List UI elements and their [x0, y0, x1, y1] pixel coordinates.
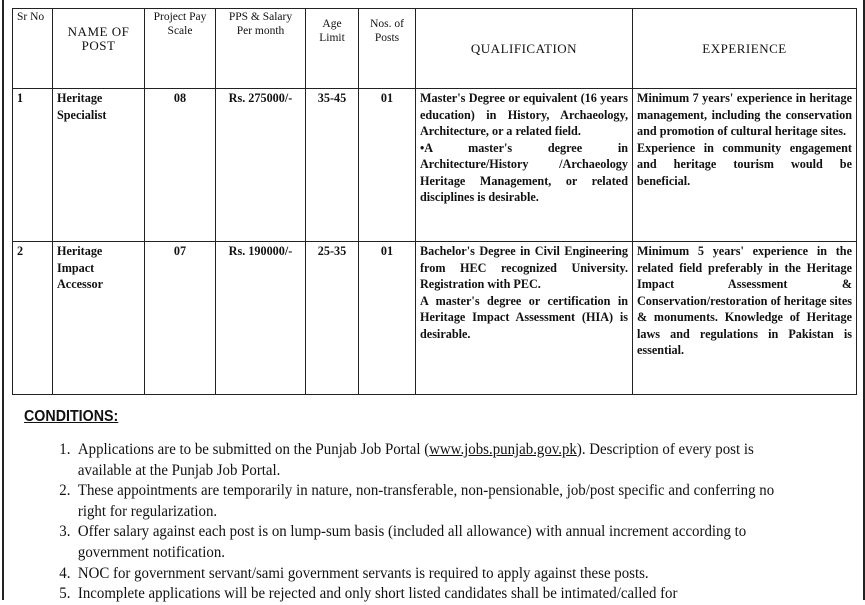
header-age: Age Limit — [306, 9, 359, 89]
conditions-list — [50, 440, 790, 605]
header-pay-scale: Project Pay Scale — [145, 9, 216, 89]
posts-table — [12, 8, 857, 395]
header-experience: EXPERIENCE — [633, 9, 857, 89]
cell-sr: 1 — [13, 89, 53, 242]
cell-post: Heritage Specialist — [53, 89, 145, 242]
cell-posts: 01 — [359, 89, 416, 242]
header-salary: PPS & Salary Per month — [216, 9, 306, 89]
condition-item: 2. These appointments are temporarily in nature, non-transferable, non-pensionable, job/post specific and conferring no right for regularization. — [74, 481, 790, 522]
cell-experience — [633, 242, 857, 395]
condition-item: 4. NOC for government servant/sami government servants is required to apply against these posts. — [74, 564, 790, 585]
cell-posts: 01 — [359, 242, 416, 395]
cell-experience — [633, 89, 857, 242]
header-post: NAME OF POST — [53, 9, 145, 89]
cell-pay-scale: 07 — [145, 242, 216, 395]
cell-sr: 2 — [13, 242, 53, 395]
cell-age: 35-45 — [306, 89, 359, 242]
qualification-text: Bachelor's Degree in Civil Engineering from HEC recognized University. Registration with PEC. — [420, 244, 628, 291]
header-sr: Sr No — [13, 9, 53, 89]
qualification-text: •A master's degree in Architecture/History /Archaeology Heritage Management, or related disciplines is desirable. — [420, 140, 628, 204]
condition-item: 3. Offer salary against each post is on lump-sum basis (included all allowance) with annual increment according to government notification. — [74, 522, 790, 563]
header-qualification: QUALIFICATION — [416, 9, 633, 89]
cell-post: Heritage Impact Accessor — [53, 242, 145, 395]
condition-item — [74, 440, 790, 481]
condition-text: Applications are to be submitted on the Punjab Job Portal ( — [77, 441, 430, 458]
experience-text: Experience in community engagement and heritage tourism would be beneficial. — [637, 140, 852, 188]
cell-age: 25-35 — [306, 242, 359, 395]
condition-item: 5. Incomplete applications will be rejected and only short listed candidates shall be intimated/called for — [74, 584, 790, 605]
cell-pay-scale: 08 — [145, 89, 216, 242]
table-header-row — [13, 9, 857, 89]
cell-qualification — [416, 89, 633, 242]
cell-salary: Rs. 190000/- — [216, 242, 306, 395]
header-posts: Nos. of Posts — [359, 9, 416, 89]
cell-salary: Rs. 275000/- — [216, 89, 306, 242]
job-portal-link[interactable]: www.jobs.punjab.gov.pk — [429, 441, 577, 458]
experience-text: Minimum 7 years' experience in heritage management, including the conservation and promotion of cultural heritage sites. — [637, 91, 852, 138]
table-row — [13, 89, 857, 242]
qualification-text: Master's Degree or equivalent (16 years education) in History, Archaeology, Architecture, or a related field. — [420, 91, 628, 138]
table-row — [13, 242, 857, 395]
qualification-text: A master's degree or certification in Heritage Impact Assessment (HIA) is desirable. — [420, 293, 628, 341]
experience-text: Minimum 5 years' experience in the related field preferably in the Heritage Impact Assessment & Conservation/restoration of heritage sites & monuments. Knowledge of Heritage laws and regulations in Pakistan is essential. — [637, 244, 852, 357]
condition-text: ). Description of every post is available at the Punjab Job Portal. — [77, 441, 754, 479]
cell-qualification — [416, 242, 633, 395]
conditions-heading: CONDITIONS: — [24, 408, 119, 425]
